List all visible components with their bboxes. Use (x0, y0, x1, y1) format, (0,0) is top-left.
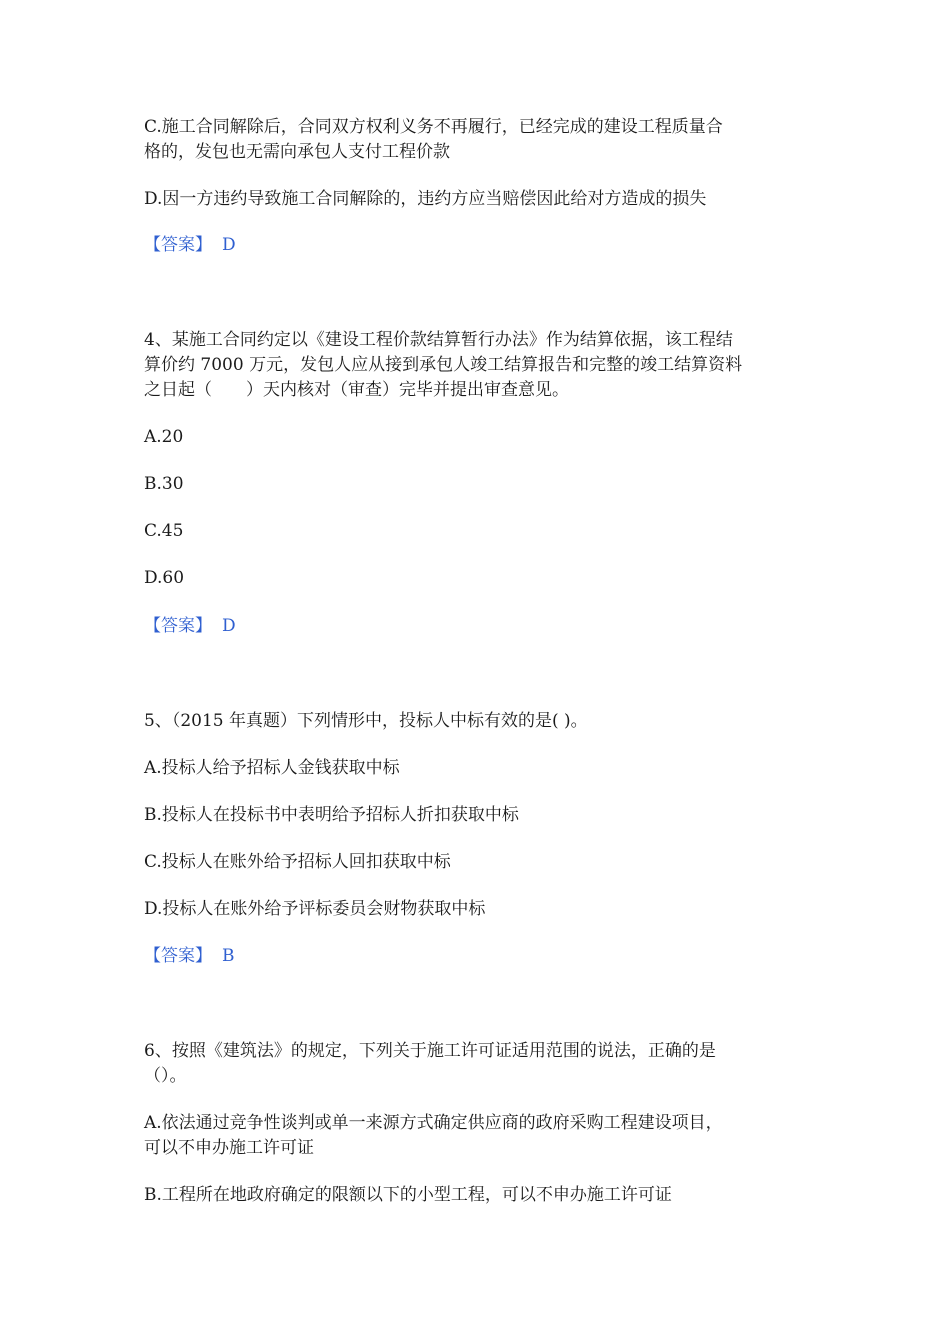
answer-value: B (222, 946, 235, 966)
option-text-line: D.60 (144, 568, 185, 588)
option-text-line: A.投标人给予招标人金钱获取中标 (144, 758, 400, 778)
option-text-line: A.依法通过竞争性谈判或单一来源方式确定供应商的政府采购工程建设项目， (144, 1113, 723, 1133)
answer-label: 【答案】 (144, 616, 212, 636)
option-text-line: B.工程所在地政府确定的限额以下的小型工程，可以不申办施工许可证 (144, 1185, 672, 1205)
answer-value: D (222, 616, 236, 636)
question-text-line: 5、（2015 年真题）下列情形中，投标人中标有效的是( )。 (144, 711, 588, 731)
option-text-line: 可以不申办施工许可证 (144, 1138, 314, 1158)
question-text-line: 4、某施工合同约定以《建设工程价款结算暂行办法》作为结算依据，该工程结 (144, 330, 733, 350)
answer-label: 【答案】 (144, 235, 212, 255)
answer-label: 【答案】 (144, 946, 212, 966)
answer-line (144, 614, 236, 638)
option-text-line: A.20 (144, 427, 184, 447)
answer-line (144, 944, 235, 968)
question-text-line: 6、按照《建筑法》的规定，下列关于施工许可证适用范围的说法，正确的是 (144, 1041, 716, 1061)
option-text-line: D.投标人在账外给予评标委员会财物获取中标 (144, 899, 486, 919)
question-text-line: 之日起（ ）天内核对（审查）完毕并提出审查意见。 (144, 380, 569, 400)
option-text-line: C.投标人在账外给予招标人回扣获取中标 (144, 852, 451, 872)
question-text-line: 算价约 7000 万元，发包人应从接到承包人竣工结算报告和完整的竣工结算资料 (144, 355, 743, 375)
option-text-line: B.投标人在投标书中表明给予招标人折扣获取中标 (144, 805, 519, 825)
option-text-line: 格的，发包也无需向承包人支付工程价款 (144, 142, 450, 162)
option-text-line: C.施工合同解除后，合同双方权利义务不再履行，已经完成的建设工程质量合 (144, 117, 723, 137)
option-text-line: D.因一方违约导致施工合同解除的，违约方应当赔偿因此给对方造成的损失 (144, 189, 707, 209)
answer-line (144, 233, 236, 257)
option-text-line: C.45 (144, 521, 184, 541)
question-text-line: （）。 (144, 1066, 187, 1086)
answer-value: D (222, 235, 236, 255)
option-text-line: B.30 (144, 474, 184, 494)
